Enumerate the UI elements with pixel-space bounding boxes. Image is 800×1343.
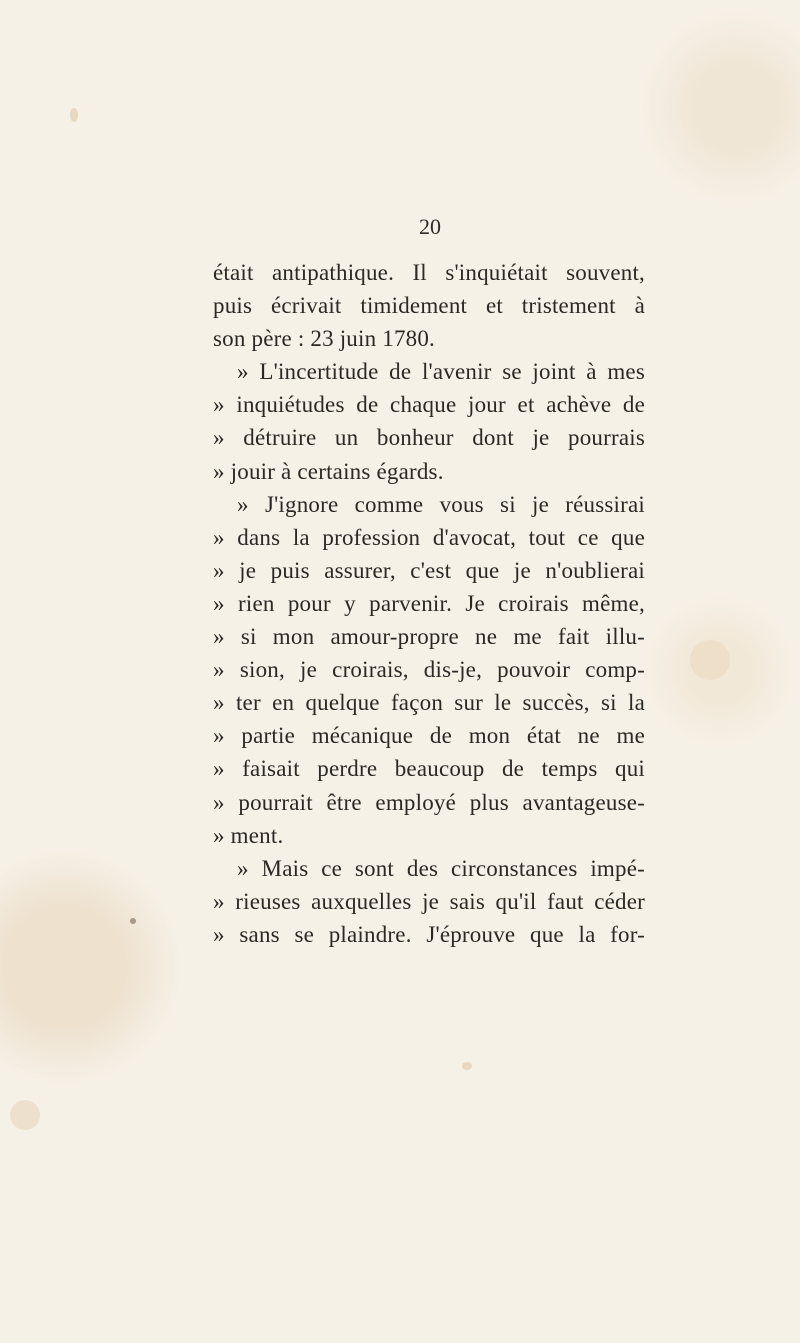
text-line: » partie mécanique de mon état ne me	[213, 723, 645, 749]
text-line: » inquiétudes de chaque jour et achève de	[213, 392, 645, 418]
text-line: » dans la profession d'avocat, tout ce que	[213, 524, 645, 550]
body-text	[213, 256, 645, 951]
paper-stain	[10, 1100, 40, 1130]
text-line: » détruire un bonheur dont je pourrais	[213, 425, 645, 451]
page-number: 20	[419, 214, 441, 239]
text-line: » Mais ce sont des circonstances impé-	[237, 855, 645, 881]
paper-stain	[462, 1062, 472, 1070]
text-line: » jouir à certains égards.	[213, 458, 444, 484]
text-line: » si mon amour-propre ne me fait illu-	[213, 624, 645, 650]
paper-stain	[70, 108, 78, 122]
text-line: » ter en quelque façon sur le succès, si la	[213, 690, 645, 716]
text-line: » L'incertitude de l'avenir se joint à mes	[237, 359, 645, 385]
text-line: » pourrait être employé plus avantageuse-	[213, 789, 645, 815]
text-line: » faisait perdre beaucoup de temps qui	[213, 756, 645, 782]
text-line: son père : 23 juin 1780.	[213, 326, 435, 352]
text-line: » sion, je croirais, dis-je, pouvoir comp-	[213, 657, 645, 683]
text-line: » ment.	[213, 822, 284, 848]
paper-stain	[690, 640, 730, 680]
text-line: » je puis assurer, c'est que je n'oublierai	[213, 557, 645, 583]
text-line: » J'ignore comme vous si je réussirai	[237, 491, 645, 517]
text-line: » rieuses auxquelles je sais qu'il faut céder	[213, 888, 645, 914]
text-line: » sans se plaindre. J'éprouve que la for-	[213, 921, 645, 947]
text-line: » rien pour y parvenir. Je croirais même,	[213, 590, 645, 616]
text-line: était antipathique. Il s'inquiétait souvent,	[213, 260, 645, 285]
text-line: puis écrivait timidement et tristement à	[213, 293, 645, 319]
paper-stain	[130, 918, 136, 924]
